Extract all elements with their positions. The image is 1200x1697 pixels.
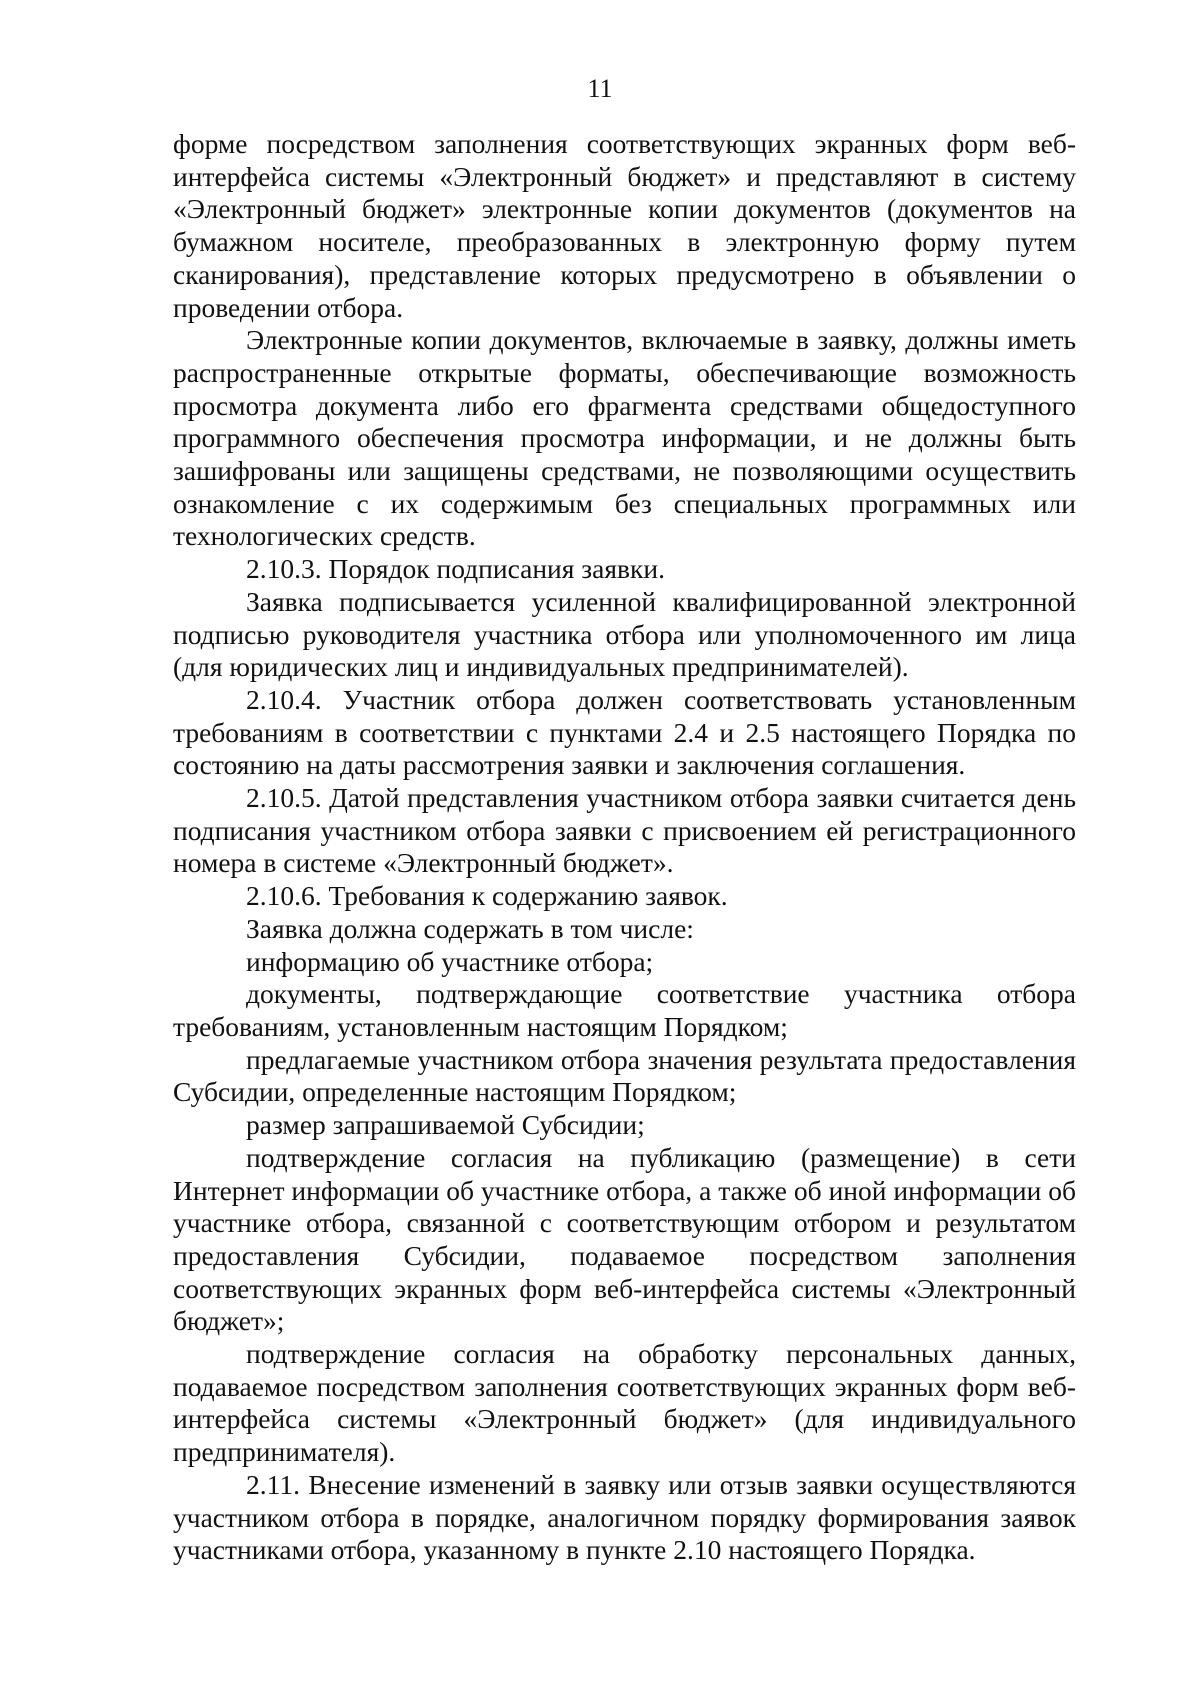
section-heading: 2.10.3. Порядок подписания заявки. (246, 553, 665, 585)
list-item: подтверждение согласия на обработку персональных данных, подаваемое посредством заполнения соответствующих экранных форм веб-интерфейса системы «Электронный бюджет» (для индивидуального предпринимателя). (173, 1338, 1076, 1468)
list-item: подтверждение согласия на публикацию (размещение) в сети Интернет информации об участнике отбора, а также об иной информации об участнике отбора, связанной с соответствующим отбором и результатом предоставления Субсидии, подаваемое посредством заполнения соответствующих экранных форм веб-интерфейса системы «Электронный бюджет»; (173, 1141, 1076, 1337)
paragraph: 2.10.5. Датой представления участником отбора заявки считается день подписания участником отбора заявки с присвоением ей регистрационного номера в системе «Электронный бюджет». (173, 782, 1076, 879)
list-item: информацию об участнике отбора; (246, 945, 654, 977)
list-item: документы, подтверждающие соответствие участника отбора требованиям, установленным настоящим Порядком; (173, 978, 1076, 1042)
paragraph: Заявка должна содержать в том числе: (246, 912, 694, 944)
document-body (173, 128, 1076, 1567)
section-heading: 2.10.6. Требования к содержанию заявок. (246, 880, 728, 912)
paragraph: Заявка подписывается усиленной квалифицированной электронной подписью руководителя участника отбора или уполномоченного им лица (для юридических лиц и индивидуальных предпринимателей). (173, 585, 1076, 683)
paragraph: форме посредством заполнения соответствующих экранных форм веб-интерфейса системы «Электронный бюджет» и представляют в систему «Электронный бюджет» электронные копии документов (документов на бумажном носителе, преобразованных в электронную форму путем сканирования), представление которых предусмотрено в объявлении о проведении отбора. (173, 128, 1076, 323)
paragraph: Электронные копии документов, включаемые в заявку, должны иметь распространенные открытые форматы, обеспечивающие возможность просмотра документа либо его фрагмента средствами общедоступного программного обеспечения просмотра информации, и не должны быть зашифрованы или защищены средствами, не позволяющими осуществить ознакомление с их содержимым без специальных программных или технологических средств. (173, 324, 1076, 552)
list-item: размер запрашиваемой Субсидии; (246, 1109, 645, 1141)
paragraph: 2.10.4. Участник отбора должен соответствовать установленным требованиям в соответствии с пунктами 2.4 и 2.5 настоящего Порядка по состоянию на даты рассмотрения заявки и заключения соглашения. (173, 683, 1076, 781)
page-number: 11 (587, 74, 613, 103)
paragraph: 2.11. Внесение изменений в заявку или отзыв заявки осуществляются участником отбора в порядке, аналогичном порядку формирования заявок участниками отбора, указанному в пункте 2.10 настоящего Порядка. (173, 1468, 1076, 1566)
list-item: предлагаемые участником отбора значения результата предоставления Субсидии, определенные настоящим Порядком; (173, 1043, 1076, 1108)
